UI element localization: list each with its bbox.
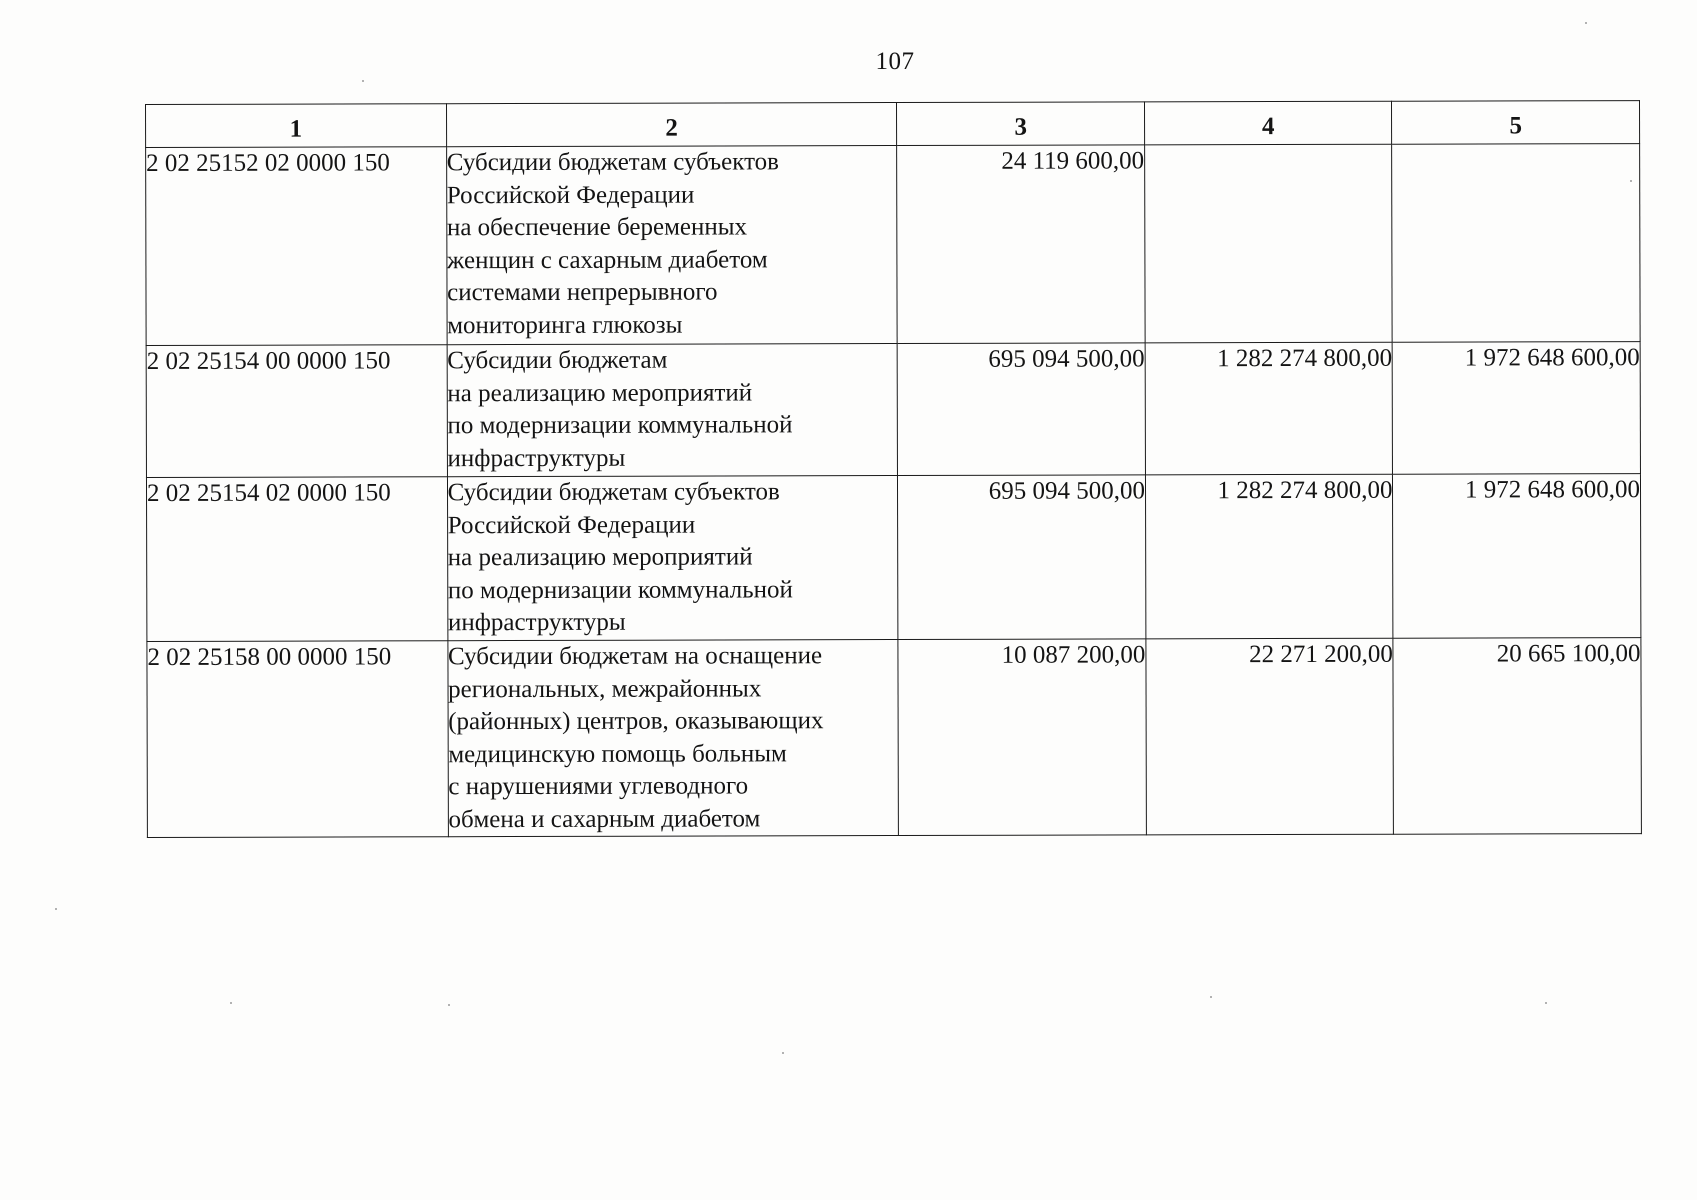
description-line: Субсидии бюджетам субъектов	[447, 478, 780, 507]
column-header-2: 2	[446, 103, 897, 147]
table-row	[146, 474, 1640, 642]
description-cell	[447, 476, 898, 641]
table-row	[146, 342, 1640, 478]
description-line: по модернизации коммунальной	[447, 411, 793, 440]
budget-code-cell: 2 02 25154 02 0000 150	[146, 477, 447, 642]
description-line: Субсидии бюджетам субъектов	[446, 148, 779, 177]
description-cell	[447, 640, 898, 837]
amount-col4-cell: 22 271 200,00	[1146, 638, 1394, 835]
scan-speck	[55, 908, 57, 910]
amount-col3-cell: 10 087 200,00	[898, 639, 1146, 836]
description-line: на обеспечение беременных	[446, 213, 748, 242]
description-cell	[446, 146, 897, 345]
description-line: Российской Федерации	[446, 181, 695, 209]
scan-speck	[1210, 996, 1212, 998]
description-line: Российской Федерации	[447, 511, 696, 539]
scan-speck	[1585, 22, 1587, 24]
description-line: региональных, межрайонных	[448, 674, 762, 703]
amount-col5-cell	[1392, 144, 1640, 343]
amount-col3-cell: 695 094 500,00	[898, 343, 1146, 476]
scan-speck	[782, 1052, 784, 1054]
budget-table	[145, 100, 1642, 838]
description-line: системами непрерывного	[447, 278, 718, 307]
description-line: Субсидии бюджетам	[447, 346, 668, 375]
column-header-4: 4	[1144, 101, 1392, 145]
column-header-1: 1	[146, 104, 447, 148]
scan-speck	[230, 1002, 232, 1004]
amount-col4-cell: 1 282 274 800,00	[1145, 474, 1393, 639]
description-line: мониторинга глюкозы	[447, 311, 683, 339]
amount-col5-cell: 1 972 648 600,00	[1393, 342, 1641, 475]
column-header-5: 5	[1392, 101, 1640, 145]
amount-col3-cell: 24 119 600,00	[897, 145, 1145, 344]
table-row	[147, 638, 1642, 838]
scan-speck	[1545, 1002, 1547, 1004]
scan-speck	[448, 1004, 450, 1006]
amount-col3-cell: 695 094 500,00	[898, 475, 1146, 640]
budget-code-cell: 2 02 25154 00 0000 150	[146, 345, 447, 478]
budget-code-cell: 2 02 25158 00 0000 150	[147, 641, 448, 838]
description-line: (районных) центров, оказывающих	[448, 707, 824, 736]
description-line: женщин с сахарным диабетом	[446, 245, 768, 274]
description-line: на реализацию мероприятий	[447, 378, 753, 407]
page-number: 107	[875, 48, 915, 75]
amount-col4-cell: 1 282 274 800,00	[1145, 342, 1393, 475]
amount-col4-cell	[1145, 144, 1393, 343]
column-header-3: 3	[897, 102, 1145, 146]
description-line: обмена и сахарным диабетом	[448, 804, 761, 833]
description-line: с нарушениями углеводного	[448, 772, 749, 801]
budget-code-cell: 2 02 25152 02 0000 150	[146, 147, 447, 346]
scan-speck	[1630, 180, 1632, 182]
description-line: инфраструктуры	[447, 608, 626, 637]
amount-col5-cell: 20 665 100,00	[1393, 638, 1641, 835]
table-row	[146, 144, 1641, 346]
table-header-row	[146, 101, 1640, 148]
description-line: медицинскую помощь больным	[448, 739, 787, 768]
scan-speck	[362, 80, 364, 82]
description-line: Субсидии бюджетам на оснащение	[448, 642, 823, 671]
amount-col5-cell: 1 972 648 600,00	[1393, 474, 1641, 639]
description-line: по модернизации коммунальной	[447, 575, 793, 604]
description-line: инфраструктуры	[447, 444, 626, 472]
description-line: на реализацию мероприятий	[447, 543, 753, 572]
description-cell	[447, 344, 898, 477]
